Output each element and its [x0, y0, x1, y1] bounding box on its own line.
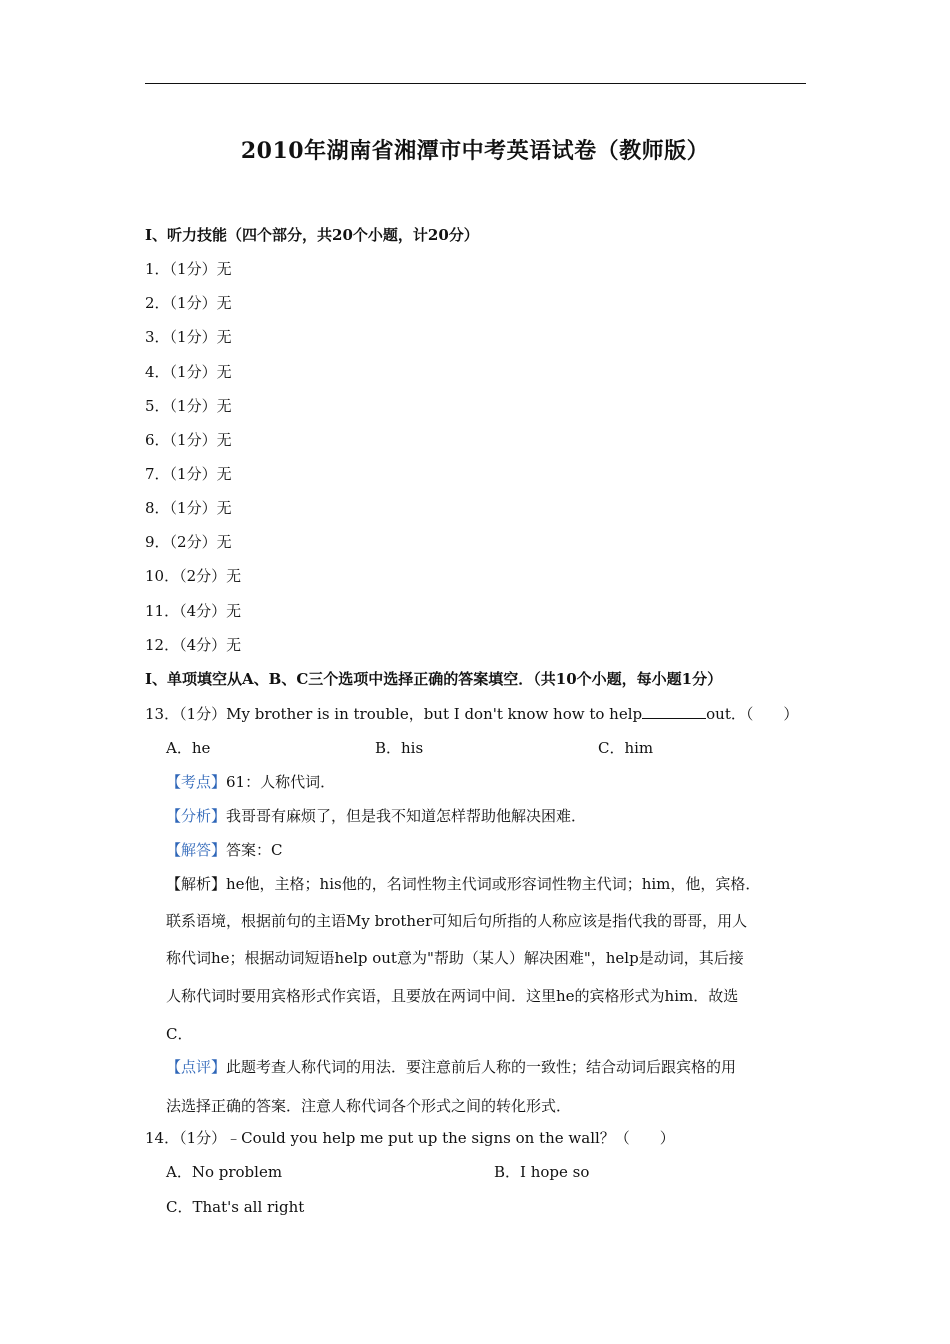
question-13-stem-before: 13．（1分）My brother is in trouble，but I don't know how to help	[145, 705, 643, 723]
dianping-line-1: 此题考查人称代词的用法．要注意前后人称的一致性；结合动词后跟宾格的用	[226, 1058, 737, 1076]
listening-item-6: 6．（1分）无	[145, 431, 232, 449]
jiexi-line-1: 【解析】he他，主格；his他的，名词性物主代词或形容词性物主代词；him，他，宾格．	[166, 875, 761, 893]
question-13-option-b: B．his	[375, 739, 424, 757]
question-13-option-c: C．him	[598, 739, 654, 757]
jiexi-line-5: C．	[166, 1025, 193, 1043]
jieda-text: 答案：C	[226, 841, 283, 859]
question-13-stem-after: out．（ ）	[706, 705, 799, 723]
question-14-option-b: B．I hope so	[494, 1163, 590, 1181]
kaodian-tag: 【考点】	[166, 773, 227, 791]
listening-item-3: 3．（1分）无	[145, 328, 232, 346]
listening-item-2: 2．（1分）无	[145, 294, 232, 312]
dianping-line-2: 法选择正确的答案．注意人称代词各个形式之间的转化形式．	[166, 1097, 572, 1115]
listening-item-10: 10．（2分）无	[145, 567, 242, 585]
listening-item-12: 12．（4分）无	[145, 636, 242, 654]
kaodian-text: 61：人称代词．	[226, 773, 336, 791]
listening-item-1: 1．（1分）无	[145, 260, 232, 278]
listening-item-11: 11．（4分）无	[145, 602, 242, 620]
section-heading-listening: I、听力技能（四个部分，共20个小题，计20分）	[145, 226, 479, 244]
fenxi-row	[166, 805, 586, 826]
jiexi-line-2: 联系语境，根据前句的主语My brother可知后句所指的人称应该是指代我的哥哥，用人	[166, 912, 748, 930]
dianping-tag: 【点评】	[166, 1058, 227, 1076]
question-14-option-a: A．No problem	[166, 1163, 283, 1181]
question-13-option-a: A．he	[166, 739, 211, 757]
jiexi-line-4: 人称代词时要用宾格形式作宾语，且要放在两词中间．这里he的宾格形式为him．故选	[166, 987, 739, 1005]
listening-item-4: 4．（1分）无	[145, 363, 232, 381]
listening-item-7: 7．（1分）无	[145, 465, 232, 483]
jieda-tag: 【解答】	[166, 841, 227, 859]
kaodian-row	[166, 771, 335, 792]
header-rule	[145, 83, 806, 84]
listening-item-8: 8．（1分）无	[145, 499, 232, 517]
jiexi-line-3: 称代词he；根据动词短语help out意为"帮助（某人）解决困难"，help是动词，其后接	[166, 949, 744, 967]
section-heading-single-choice: I、单项填空从A、B、C三个选项中选择正确的答案填空．（共10个小题，每小题1分）	[145, 670, 723, 688]
answer-blank	[642, 704, 706, 719]
fenxi-text: 我哥哥有麻烦了，但是我不知道怎样帮助他解决困难．	[226, 807, 587, 825]
question-14-option-c: C．That's all right	[166, 1198, 305, 1216]
fenxi-tag: 【分析】	[166, 807, 227, 825]
question-13-stem	[145, 703, 798, 724]
jieda-row	[166, 839, 283, 860]
listening-item-5: 5．（1分）无	[145, 397, 232, 415]
question-14-stem: 14．（1分）﹣Could you help me put up the signs on the wall？（ ）	[145, 1129, 675, 1147]
listening-item-9: 9．（2分）无	[145, 533, 232, 551]
dianping-row	[166, 1056, 736, 1077]
page-title: 2010年湖南省湘潭市中考英语试卷（教师版）	[240, 138, 710, 164]
